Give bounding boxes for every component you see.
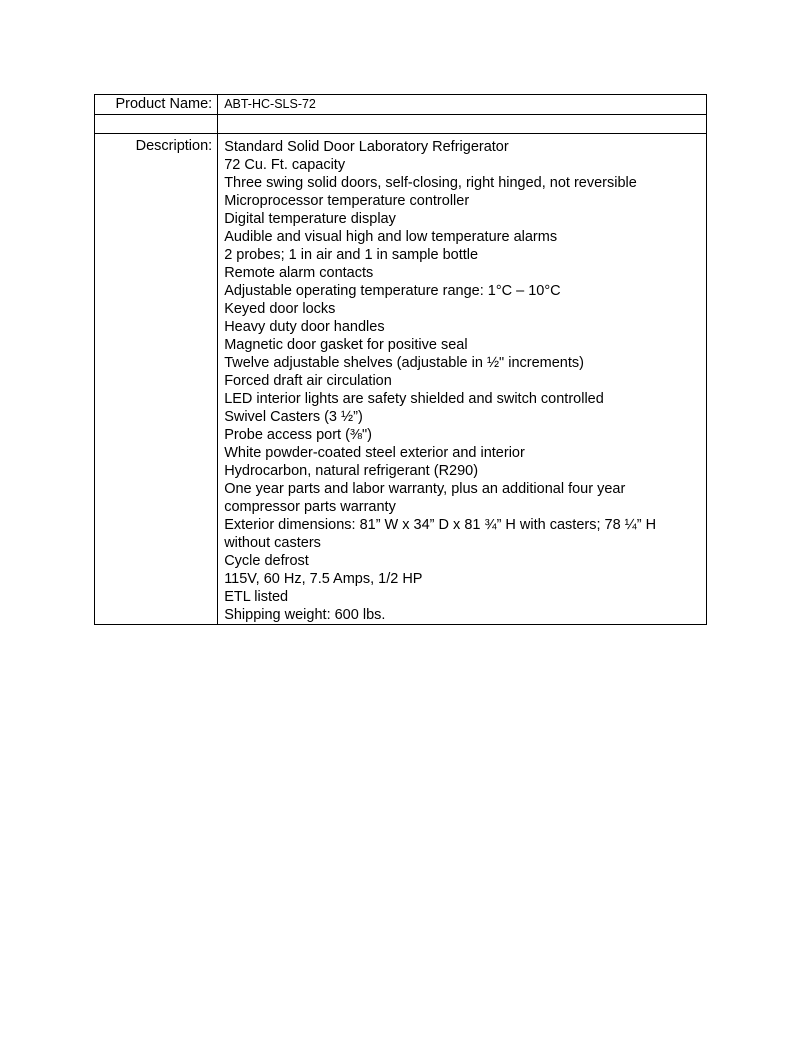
description-item: ETL listed xyxy=(224,589,289,605)
description-cell xyxy=(218,134,707,625)
description-item: Shipping weight: 600 lbs. xyxy=(224,607,386,623)
description-item: LED interior lights are safety shielded and switch controlled xyxy=(224,391,604,407)
description-item: White powder-coated steel exterior and interior xyxy=(224,445,525,461)
description-item: Hydrocarbon, natural refrigerant (R290) xyxy=(224,463,479,479)
description-item: Audible and visual high and low temperature alarms xyxy=(224,229,558,245)
description-item: Exterior dimensions: 81” W x 34” D x 81 ¾” H with casters; 78 ¼” H without casters xyxy=(224,517,657,551)
product-name-row xyxy=(95,95,707,115)
blank-row xyxy=(95,115,707,134)
description-item: Probe access port (⅜") xyxy=(224,427,372,443)
description-item: Remote alarm contacts xyxy=(224,265,374,281)
description-item: Heavy duty door handles xyxy=(224,319,385,335)
description-item: Magnetic door gasket for positive seal xyxy=(224,337,468,353)
description-item: 2 probes; 1 in air and 1 in sample bottle xyxy=(224,247,479,263)
description-item: Adjustable operating temperature range: 1°C – 10°C xyxy=(224,283,561,299)
product-name-value: ABT-HC-SLS-72 xyxy=(218,95,707,115)
product-spec-table xyxy=(94,94,707,625)
description-item: Twelve adjustable shelves (adjustable in ½" increments) xyxy=(224,355,584,371)
description-item: Digital temperature display xyxy=(224,211,396,227)
product-name-label: Product Name: xyxy=(95,95,218,115)
description-item: Three swing solid doors, self-closing, right hinged, not reversible xyxy=(224,175,637,191)
description-row xyxy=(95,134,707,625)
description-item: Swivel Casters (3 ½”) xyxy=(224,409,363,425)
description-item: Microprocessor temperature controller xyxy=(224,193,470,209)
description-list xyxy=(224,134,702,624)
description-label: Description: xyxy=(95,134,218,625)
blank-value-cell xyxy=(218,115,707,134)
blank-label-cell xyxy=(95,115,218,134)
description-item: Cycle defrost xyxy=(224,553,309,569)
description-item: One year parts and labor warranty, plus an additional four year compressor parts warranty xyxy=(224,481,626,515)
description-item: Forced draft air circulation xyxy=(224,373,392,389)
description-item: Keyed door locks xyxy=(224,301,336,317)
description-item: 72 Cu. Ft. capacity xyxy=(224,157,346,173)
description-item: Standard Solid Door Laboratory Refrigerator xyxy=(224,139,509,155)
description-item: 115V, 60 Hz, 7.5 Amps, 1/2 HP xyxy=(224,571,423,587)
